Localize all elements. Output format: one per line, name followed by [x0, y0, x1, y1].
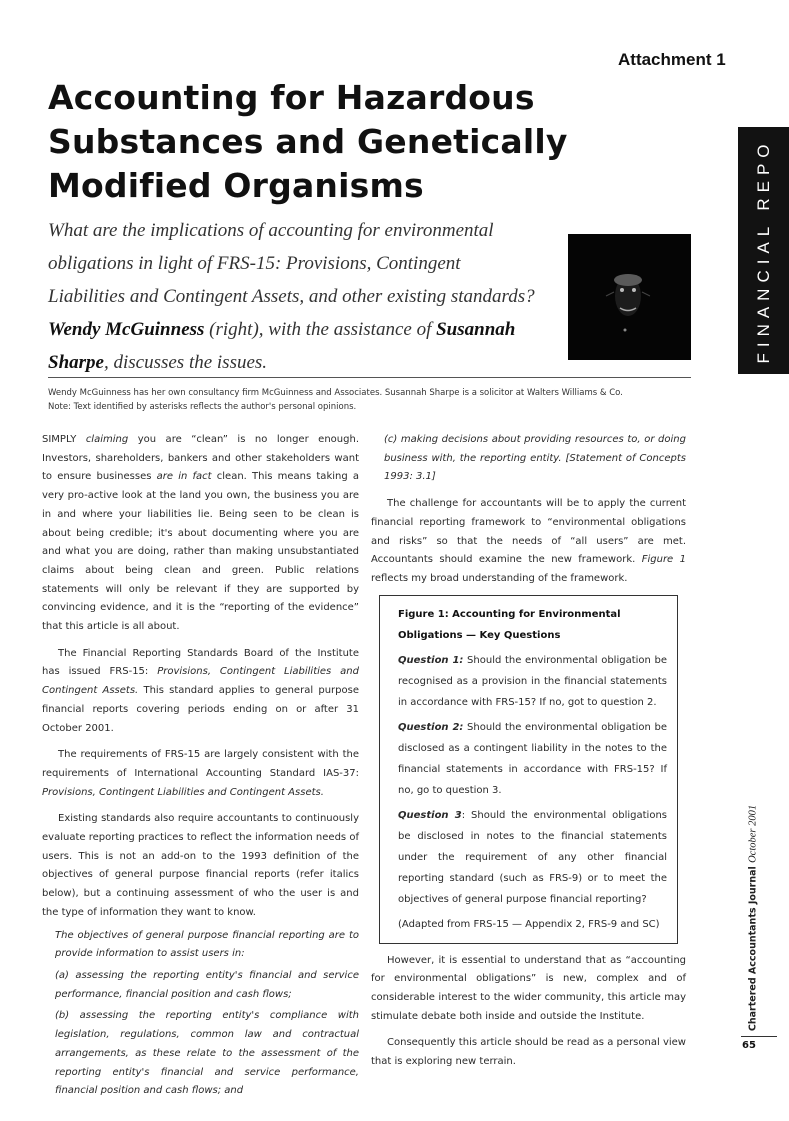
- article-standfirst: [48, 214, 568, 379]
- figure-question-1: Question 1: Should the environmental obligation be recognised as a provision in the financial statements in accordance with FRS-15? If no, got to question 2.: [398, 654, 667, 708]
- body-paragraph: Consequently this article should be read as a personal view that is exploring new terrain.: [371, 1037, 686, 1068]
- journal-title: Chartered Accountants Journal October 2001: [747, 804, 759, 1032]
- quote-intro: The objectives of general purpose financial reporting are to provide information to assist users in:: [55, 929, 359, 960]
- author-name: Wendy McGuinness: [48, 319, 205, 340]
- author-middle: (right), with the assistance of: [204, 319, 437, 340]
- objectives-quote: [42, 927, 359, 1101]
- body-paragraph: The Financial Reporting Standards Board of the Institute has issued FRS-15: Provisions, Contingent Liabilities and Contingent Assets. This standard applies to general purpose financial reports covering periods ending on or after 31 October 2001.: [42, 647, 359, 734]
- header-divider: [48, 377, 691, 378]
- attachment-label: Attachment 1: [618, 50, 726, 69]
- author-line-2-rest: , discusses the issues.: [103, 352, 268, 373]
- title-line: Modified Organisms: [48, 166, 424, 205]
- objectives-quote-continued: [371, 431, 686, 487]
- body-paragraph: Existing standards also require accountants to continuously evaluate reporting practices to reflect the information needs of users. This is not an add-on to the 1993 definition of the objectives of general purpose financial reports (refer italics below), but a continuing assessment of who the user is and the type of information they want to know.: [42, 813, 359, 918]
- assistant-name: Susannah: [436, 319, 516, 340]
- quote-item-a: (a) assessing the reporting entity's financial and service performance, financial position and cash flows;: [55, 969, 359, 1000]
- assistant-surname: Sharpe: [48, 352, 104, 373]
- page-number: 65: [742, 1040, 756, 1051]
- title-line: Substances and Genetically: [48, 122, 568, 161]
- quote-item-b: (b) assessing the reporting entity's compliance with legislation, regulations, common law and contractual arrangements, as these relate to the assessment of the reporting entity's financial and service performance, financial position and cash flows; and: [55, 1010, 359, 1097]
- figure-question-3: Question 3: Should the environmental obligations be disclosed in notes to the financial statements under the requirement of any other financial reporting standard (such as FRS-9) or to meet the objectives of general purpose financial reporting?: [398, 809, 667, 905]
- journal-issue: October 2001: [747, 804, 759, 863]
- article-title: [48, 76, 568, 208]
- figure-source: (Adapted from FRS-15 — Appendix 2, FRS-9 and SC): [398, 918, 660, 930]
- figure-title: Figure 1: Accounting for Environmental Obligations — Key Questions: [398, 608, 621, 641]
- body-paragraph: The challenge for accountants will be to apply the current financial reporting framework to “environmental obligations and risks” so that the needs of “all users” are met. Accountants should examine the new framework. Figure 1 reflects my broad understanding of the framework.: [371, 498, 686, 584]
- body-paragraph: However, it is essential to understand that as “accounting for environmental obligations” is new, complex and of considerable interest to the wider community, this article may stimulate debate both inside and outside the Institute.: [371, 954, 686, 1022]
- section-label: FINANCIAL REPO: [753, 137, 773, 364]
- left-column: [42, 431, 359, 1101]
- standfirst-line: What are the implications of accounting for environmental: [48, 220, 494, 241]
- body-paragraph: The requirements of FRS-15 are largely consistent with the requirements of International Accounting Standard IAS-37: Provisions, Contingent Liabilities and Contingent Assets.: [42, 749, 359, 798]
- author-line: [48, 313, 568, 346]
- author-photo: [568, 234, 691, 360]
- page-number-rule: [741, 1036, 777, 1037]
- quote-item-c: (c) making decisions about providing resources to, or doing business with, the reporting entity. [Statement of Concepts 1993: 3.1]: [384, 434, 686, 483]
- standfirst-line: Liabilities and Contingent Assets, and other existing standards?: [48, 286, 535, 307]
- section-sidebar-tab: [738, 127, 789, 374]
- standfirst-line: obligations in light of FRS-15: Provisions, Contingent: [48, 253, 461, 274]
- author-line-2: [48, 346, 568, 379]
- author-note: [48, 386, 698, 414]
- opinion-note: Note: Text identified by asterisks reflects the author's personal opinions.: [48, 402, 357, 412]
- portrait-image: [568, 234, 691, 360]
- body-paragraph: SIMPLY claiming you are “clean” is no longer enough. Investors, shareholders, bankers and other stakeholders want to ensure businesses are in fact clean. This means taking a very pro-active look at the land you own, the business you are in and where your liabilities lie. Being seen to be clean is about being credible; it's about documenting where you are and what you are doing, rather than making unsubstantiated claims about being clean and green. Public relations statements will only be relevant if they are supported by convincing evidence, and it is the “reporting of the evidence” that this article is all about.: [42, 434, 360, 633]
- figure-question-2: Question 2: Should the environmental obligation be disclosed as a contingent liability in the notes to the financial statements in accordance with FRS-15? If no, go to question 3.: [398, 721, 667, 796]
- journal-running-footer: [742, 804, 764, 1032]
- author-credentials: Wendy McGuinness has her own consultancy firm McGuinness and Associates. Susannah Sharpe is a solicitor at Walters Williams & Co.: [48, 388, 623, 398]
- right-column: [371, 431, 686, 1072]
- title-line: Accounting for Hazardous: [48, 78, 535, 117]
- figure-key-questions: [379, 595, 678, 944]
